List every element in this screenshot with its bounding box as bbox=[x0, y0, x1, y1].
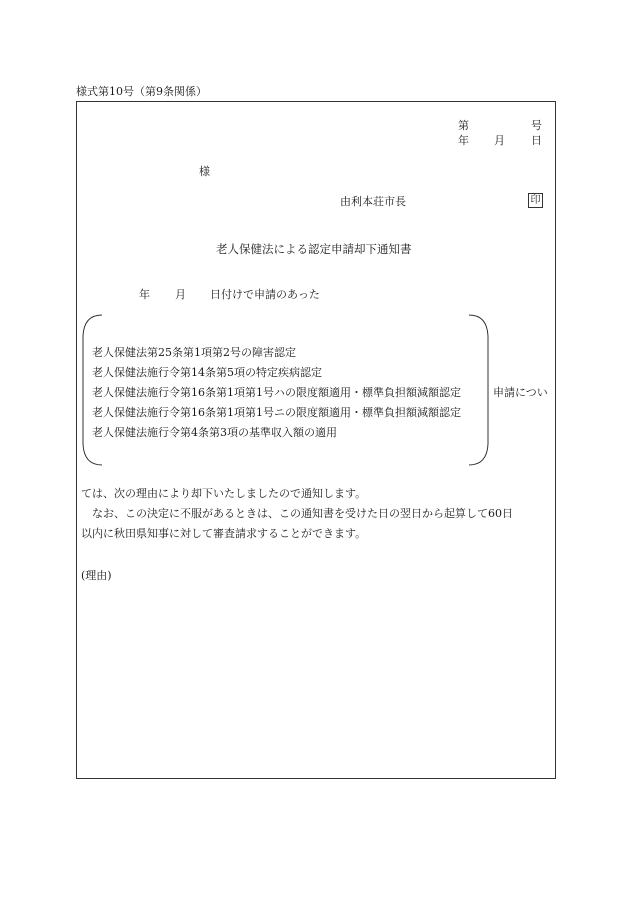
seal-mark bbox=[528, 193, 543, 208]
body-line-3: 以内に秋田県知事に対して審査請求することができます。 bbox=[81, 527, 367, 540]
seal-char: 印 bbox=[530, 194, 541, 206]
date-year-label: 年 bbox=[458, 134, 469, 147]
date-day-label: 日 bbox=[531, 134, 542, 147]
right-bracket bbox=[467, 314, 491, 466]
number-prefix: 第 bbox=[458, 119, 469, 132]
list-item: 老人保健法施行令第4条第3項の基準収入額の適用 bbox=[92, 426, 337, 439]
body-line-1: ては、次の理由により却下いたしましたので通知します。 bbox=[81, 487, 367, 500]
list-item: 老人保健法施行令第16条第1項第1号ハの限度額適用・標準負担額減額認定 bbox=[92, 386, 461, 399]
application-year-label: 年 bbox=[139, 288, 150, 301]
application-month-label: 月 bbox=[175, 288, 186, 301]
list-item: 老人保健法施行令第14条第5項の特定疾病認定 bbox=[92, 366, 322, 379]
reason-label: (理由) bbox=[81, 569, 112, 582]
number-suffix: 号 bbox=[531, 119, 542, 132]
issuer-name: 由利本荘市長 bbox=[340, 195, 406, 208]
form-label: 様式第10号（第9条関係） bbox=[76, 85, 207, 98]
items-suffix: 申請につい bbox=[493, 386, 548, 399]
addressee-suffix: 様 bbox=[199, 165, 210, 178]
date-month-label: 月 bbox=[494, 134, 505, 147]
body-line-2: なお、この決定に不服があるときは、この通知書を受けた日の翌日から起算して60日 bbox=[92, 507, 513, 520]
application-date-suffix: 日付けで申請のあった bbox=[210, 288, 320, 301]
list-item: 老人保健法施行令第16条第1項第1号ニの限度額適用・標準負担額減額認定 bbox=[92, 406, 461, 419]
document-title: 老人保健法による認定申請却下通知書 bbox=[216, 242, 412, 256]
list-item: 老人保健法第25条第1項第2号の障害認定 bbox=[92, 346, 296, 359]
